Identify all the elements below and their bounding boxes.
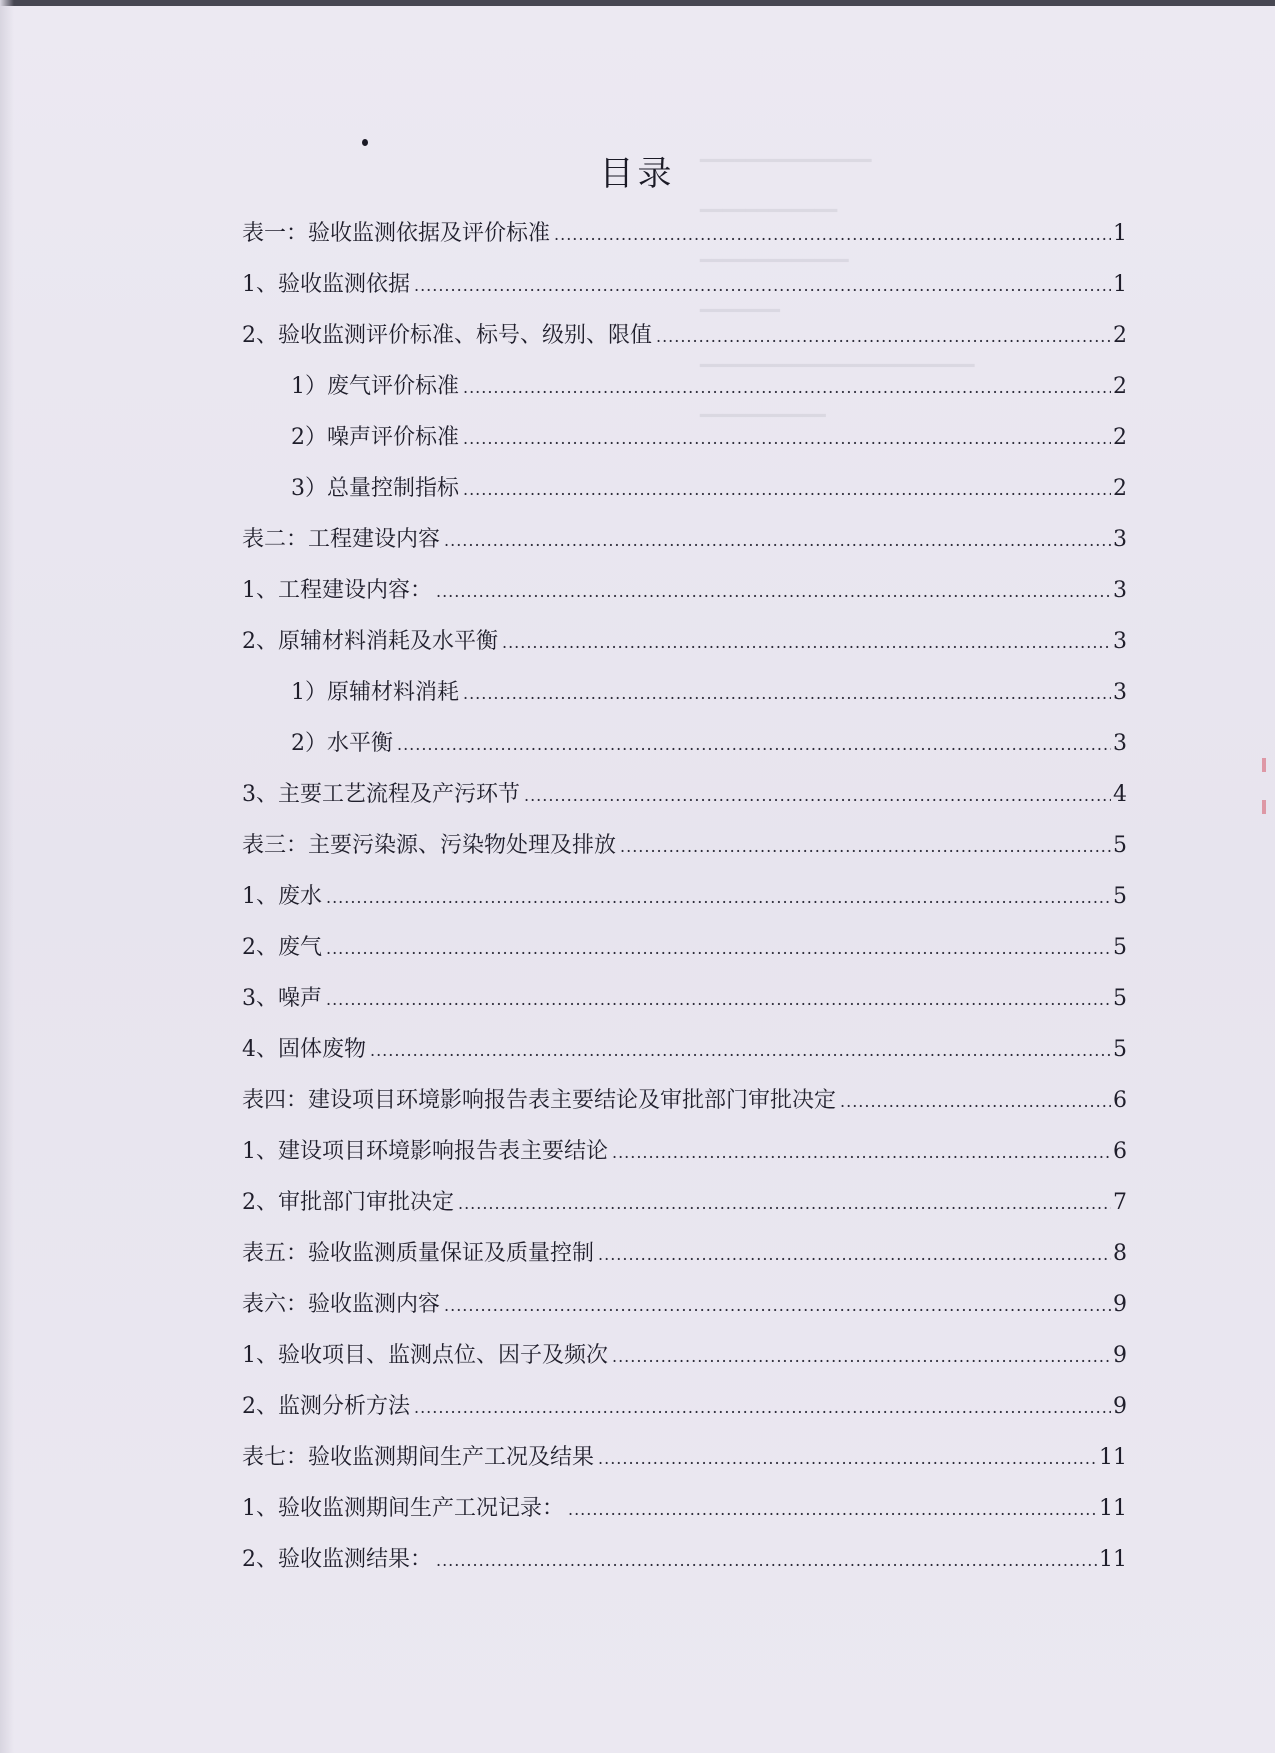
toc-page-number: 11 [1099,1496,1127,1521]
dot-leader [444,1289,1111,1323]
toc-page-number: 8 [1113,1241,1127,1266]
dot-leader [463,677,1111,711]
toc-page-number: 3 [1113,680,1127,705]
toc-page-number: 6 [1113,1088,1127,1113]
toc-entry[interactable] [242,1135,1127,1169]
toc-entry[interactable] [242,778,1127,812]
toc-page-number: 2 [1113,476,1127,501]
toc-entry-label: 表二：工程建设内容 [242,527,441,552]
toc-entry-label: 表四：建设项目环境影响报告表主要结论及审批部门审批决定 [242,1088,837,1113]
toc-entry-label: 1、验收监测期间生产工况记录： [242,1496,564,1521]
toc-page-number: 3 [1113,731,1127,756]
toc-page-number: 5 [1113,884,1127,909]
toc-entry-label: 2、废气 [242,935,322,960]
toc-page-number: 7 [1113,1190,1127,1215]
toc-entry[interactable] [242,1186,1127,1220]
toc-subentry[interactable] [291,676,1127,710]
toc-page-number: 11 [1099,1547,1127,1572]
toc-entry[interactable] [242,625,1127,659]
toc-entry-label: 2、审批部门审批决定 [242,1190,454,1215]
dot-leader [326,983,1111,1017]
dot-leader [463,422,1111,456]
toc-page-number: 6 [1113,1139,1127,1164]
dot-leader [463,371,1111,405]
toc-entry-label: 1、建设项目环境影响报告表主要结论 [242,1139,608,1164]
toc-page-number: 2 [1113,425,1127,450]
dot-leader [612,1136,1111,1170]
dot-leader [620,830,1111,864]
toc-subentry[interactable] [291,727,1127,761]
dot-leader [656,320,1111,354]
bleed-through-mark: ━━━━━━━━━━━ [700,405,826,427]
toc-entry-section[interactable] [242,1288,1127,1322]
toc-entry-label: 4、固体废物 [242,1037,366,1062]
dot-leader [326,932,1111,966]
toc-page-number: 5 [1113,833,1127,858]
toc-entry-section[interactable] [242,829,1127,863]
bleed-through-mark: ━━━━━━━━━━━━━━━━━━━━━━━━ [700,355,975,377]
toc-page-number: 9 [1113,1394,1127,1419]
toc-entry-label: 2、验收监测结果： [242,1547,432,1572]
toc-page-number: 4 [1113,782,1127,807]
toc-page-number: 5 [1113,1037,1127,1062]
dot-leader [463,473,1111,507]
toc-entry-label: 3）总量控制指标 [291,476,459,501]
toc-entry-label: 3、主要工艺流程及产污环节 [242,782,520,807]
toc-entry[interactable] [242,1492,1127,1526]
toc-subentry[interactable] [291,370,1127,404]
toc-entry[interactable] [242,1543,1127,1577]
toc-subentry[interactable] [291,421,1127,455]
toc-page-number: 3 [1113,578,1127,603]
toc-entry-label: 1）原辅材料消耗 [291,680,459,705]
dot-leader [414,269,1111,303]
dot-leader [414,1391,1111,1425]
dot-leader [502,626,1111,660]
toc-entry-section[interactable] [242,523,1127,557]
toc-entry[interactable] [242,880,1127,914]
dot-leader [840,1085,1111,1119]
toc-entry-label: 2、验收监测评价标准、标号、级别、限值 [242,323,652,348]
toc-page-number: 1 [1113,221,1127,246]
toc-entry-label: 1）废气评价标准 [291,374,459,399]
toc-entry[interactable] [242,1339,1127,1373]
toc-entry-section[interactable] [242,1237,1127,1271]
dot-leader [568,1493,1097,1527]
toc-page-number: 3 [1113,629,1127,654]
toc-entry-label: 表三：主要污染源、污染物处理及排放 [242,833,617,858]
toc-page-number: 2 [1113,374,1127,399]
dot-leader [436,1544,1097,1578]
dot-leader [397,728,1111,762]
toc-entry-label: 3、噪声 [242,986,322,1011]
toc-page-number: 5 [1113,986,1127,1011]
dot-leader [612,1340,1111,1374]
toc-entry[interactable] [242,982,1127,1016]
dot-leader [436,575,1111,609]
toc-entry-label: 2）水平衡 [291,731,393,756]
toc-title: 目录 [599,154,676,194]
dot-leader [444,524,1111,558]
bleed-through-mark: ━━━━━━━━━━━━━ [700,250,849,272]
toc-entry[interactable] [242,931,1127,965]
toc-entry[interactable] [242,1033,1127,1067]
toc-entry-label: 2、监测分析方法 [242,1394,410,1419]
toc-entry-label: 1、工程建设内容： [242,578,432,603]
toc-page-number: 1 [1113,272,1127,297]
toc-page-number: 2 [1113,323,1127,348]
toc-entry-label: 1、验收项目、监测点位、因子及频次 [242,1343,608,1368]
toc-entry-label: 表一：验收监测依据及评价标准 [242,221,551,246]
toc-entry-section[interactable] [242,217,1127,251]
toc-entry-label: 2）噪声评价标准 [291,425,459,450]
toc-entry-section[interactable] [242,1441,1127,1475]
toc-page-number: 5 [1113,935,1127,960]
toc-entry-label: 1、废水 [242,884,322,909]
dot-leader [326,881,1111,915]
toc-entry-label: 表六：验收监测内容 [242,1292,441,1317]
toc-entry-section[interactable] [242,1084,1127,1118]
toc-entry[interactable] [242,574,1127,608]
dot-leader [458,1187,1111,1221]
toc-entry-label: 1、验收监测依据 [242,272,410,297]
dot-leader [370,1034,1111,1068]
toc-entry[interactable] [242,268,1127,302]
bleed-through-mark: ━━━━━━━ [700,300,781,322]
toc-entry-label: 表五：验收监测质量保证及质量控制 [242,1241,595,1266]
toc-entry[interactable] [242,1390,1127,1424]
toc-page-number: 9 [1113,1343,1127,1368]
toc-subentry[interactable] [291,472,1127,506]
toc-page-number: 3 [1113,527,1127,552]
toc-page-number: 11 [1099,1445,1127,1470]
toc-page-number: 9 [1113,1292,1127,1317]
dot-leader [598,1238,1111,1272]
toc-entry[interactable] [242,319,1127,353]
toc-entry-label: 2、原辅材料消耗及水平衡 [242,629,498,654]
toc-entry-label: 表七：验收监测期间生产工况及结果 [242,1445,595,1470]
dot-leader [554,218,1111,252]
bleed-through-mark: ━━━━━━━━━━━━━━━ [700,150,872,172]
dot-leader [598,1442,1097,1476]
bleed-through-mark: ━━━━━━━━━━━━ [700,200,838,222]
dot-leader [524,779,1111,813]
